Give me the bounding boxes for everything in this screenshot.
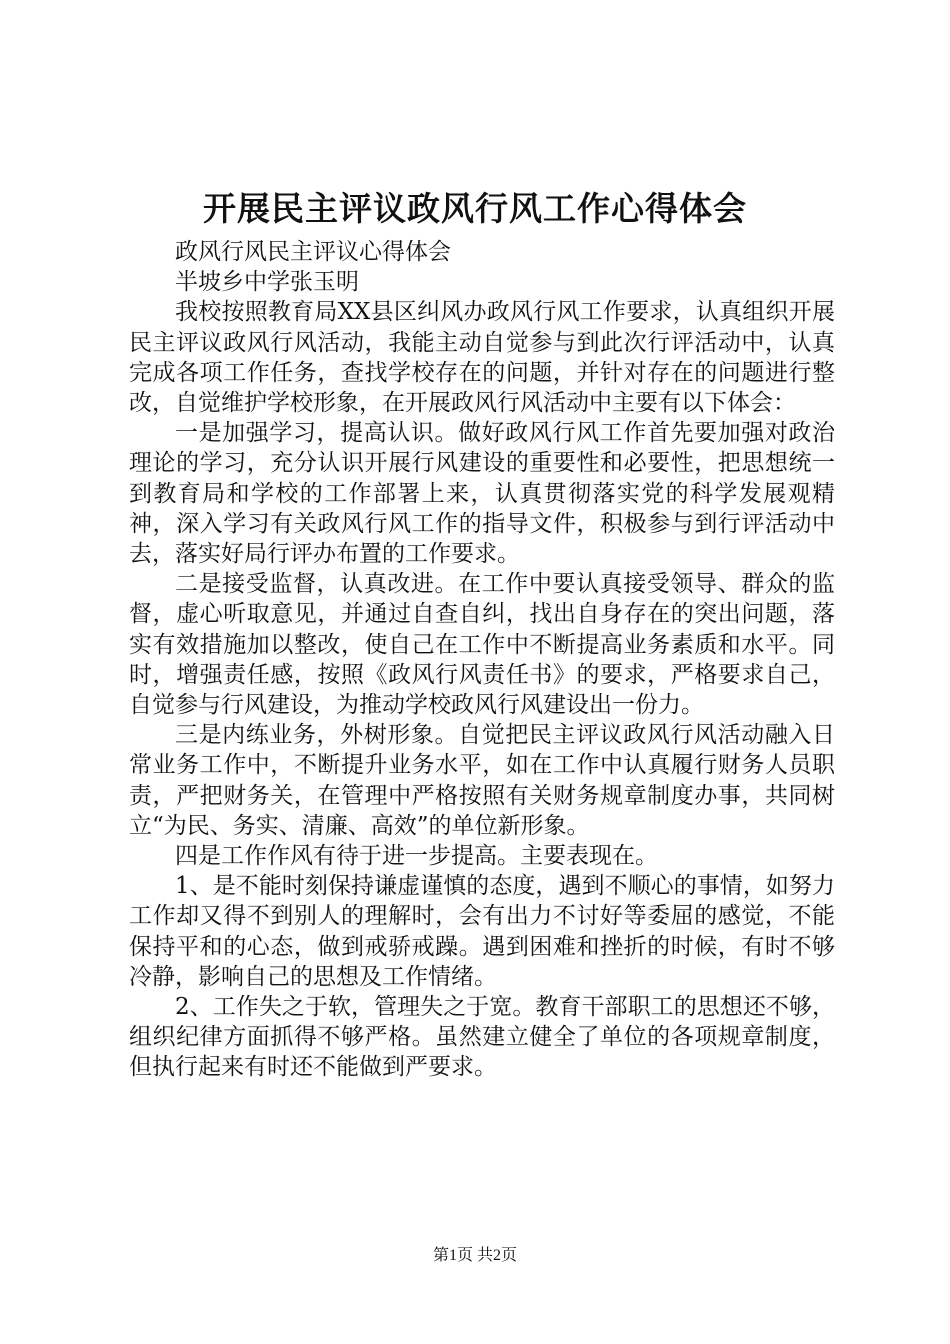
document-title: 开展民主评议政风行风工作心得体会 [203, 189, 747, 228]
body-paragraph: 2、工作失之于软，管理失之于宽。教育干部职工的思想还不够，组织纪律方面抓得不够严格。虽然建立健全了单位的各项规章制度，但执行起来有时还不能做到严要求。 [129, 994, 835, 1081]
subtitle-paragraph: 政风行风民主评议心得体会 [175, 239, 451, 265]
body-paragraph: 二是接受监督，认真改进。在工作中要认真接受领导、群众的监督，虚心听取意见，并通过自查自纠，找出自身存在的突出问题，落实有效措施加以整改，使自己在工作中不断提高业务素质和水平。同时，增强责任感，按照《政风行风责任书》的要求，严格要求自己，自觉参与行风建设，为推动学校政风行风建设出一份力。 [129, 571, 835, 719]
page-footer: 第1页 共2页 [432, 1247, 517, 1264]
document-body [129, 237, 835, 1083]
author-paragraph: 半坡乡中学张玉明 [175, 269, 359, 296]
body-paragraph: 三是内练业务，外树形象。自觉把民主评议政风行风活动融入日常业务工作中，不断提升业务水平，如在工作中认真履行财务人员职责，严把财务关，在管理中严格按照有关财务规章制度办事，共同树立“为民、务实、清廉、高效”的单位新形象。 [129, 722, 835, 839]
body-paragraph: 四是工作作风有待于进一步提高。主要表现在。 [175, 843, 658, 870]
intro-paragraph: 我校按照教育局XX县区纠风办政风行风工作要求，认真组织开展民主评议政风行风活动，我能主动自觉参与到此次行评活动中，认真完成各项工作任务，查找学校存在的问题，并针对存在的问题进行整改，自觉维护学校形象，在开展政风行风活动中主要有以下体会： [129, 299, 835, 417]
body-paragraph: 1、是不能时刻保持谦虚谨慎的态度，遇到不顺心的事情，如努力工作却又得不到别人的理解时，会有出力不讨好等委屈的感觉，不能保持平和的心态，做到戒骄戒躁。遇到困难和挫折的时候，有时不够冷静，影响自己的思想及工作情绪。 [129, 873, 835, 990]
body-paragraph: 一是加强学习，提高认识。做好政风行风工作首先要加强对政治理论的学习，充分认识开展行风建设的重要性和必要性，把思想统一到教育局和学校的工作部署上来，认真贯彻落实党的科学发展观精神，深入学习有关政风行风工作的指导文件，积极参与到行评活动中去，落实好局行评办布置的工作要求。 [129, 420, 835, 568]
